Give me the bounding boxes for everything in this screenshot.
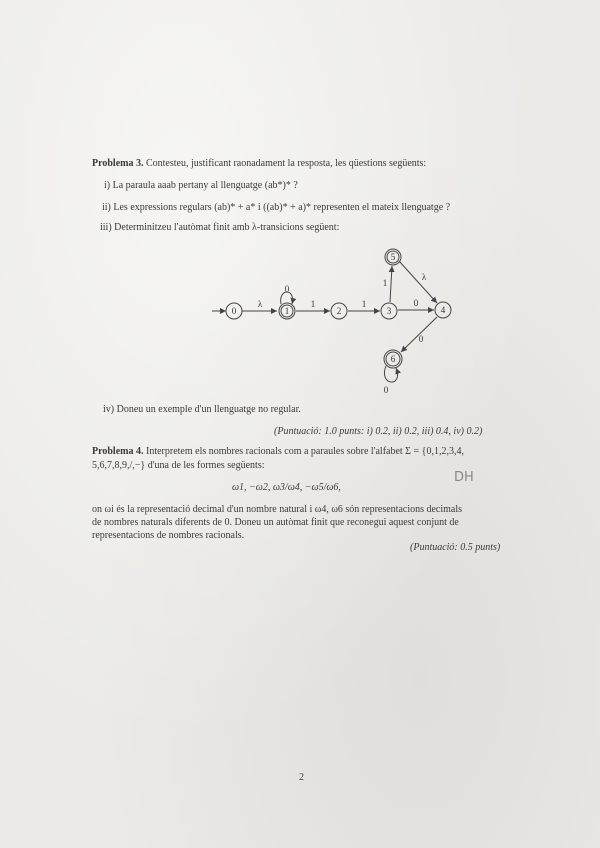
- state-1-label: 1: [284, 306, 290, 316]
- edge-4-6-label: 0: [418, 334, 424, 344]
- problem3-item-ii: ii) Les expressions regulars (ab)* + a* i ((ab)* + a)* representen el mateix llenguatge ?: [102, 202, 451, 213]
- problem4-line4: de nombres naturals diferents de 0. Doneu un autòmat finit que reconegui aquest conjunt de: [92, 517, 459, 528]
- edge-3-4-label: 0: [413, 298, 419, 308]
- problem3-item-iii: iii) Determinitzeu l'autòmat finit amb λ-transicions següent:: [100, 222, 340, 233]
- problem4-line5: representacions de nombres racionals.: [92, 530, 245, 541]
- edge-5-4: [399, 261, 437, 303]
- problem3-intro: Contesteu, justificant raonadament la resposta, les qüestions següents:: [145, 158, 427, 169]
- state-5-label: 5: [390, 252, 396, 262]
- problem4-score: (Puntuació: 0.5 punts): [410, 542, 501, 553]
- state-6-label: 6: [390, 354, 396, 364]
- edge-3-5-label: 1: [382, 278, 388, 288]
- problem4-forms: ω1, −ω2, ω3/ω4, −ω5/ω6,: [232, 482, 341, 493]
- edge-6-6: [384, 366, 397, 382]
- state-2-label: 2: [336, 306, 342, 316]
- state-0-label: 0: [231, 306, 237, 316]
- edge-6-6-label: 0: [383, 385, 389, 395]
- edge-3-5: [390, 266, 392, 302]
- handwritten-annotation: DH: [454, 470, 474, 485]
- problem3-item-iv: iv) Doneu un exemple d'un llenguatge no regular.: [103, 404, 301, 415]
- edge-1-2-label: 1: [310, 299, 316, 309]
- problem4-line3: on ωi és la representació decimal d'un nombre natural i ω4, ω6 són representacions decimals: [92, 504, 463, 515]
- edge-2-3-label: 1: [361, 299, 367, 309]
- state-4-label: 4: [440, 305, 446, 315]
- page-number: 2: [299, 772, 304, 783]
- state-3-label: 3: [386, 306, 392, 316]
- edge-1-1-label: 0: [284, 284, 290, 294]
- problem4-line2: 5,6,7,8,9,/,−} d'una de les formes següents:: [92, 460, 265, 471]
- problem3-item-i: i) La paraula aaab pertany al llenguatge (ab*)* ?: [104, 180, 298, 191]
- problem4-heading: Problema 4.: [92, 446, 144, 457]
- problem3-score: (Puntuació: 1.0 punts: i) 0.2, ii) 0.2, iii) 0.4, iv) 0.2): [274, 426, 483, 437]
- problem4-text-line1: Interpretem els nombres racionals com a paraules sobre l'alfabet Σ = {0,1,2,3,4,: [145, 446, 464, 457]
- problem4-line1: [92, 446, 464, 458]
- edge-0-1-label: λ: [257, 299, 263, 309]
- problem3-heading: Problema 3.: [92, 158, 144, 169]
- edge-5-4-label: λ: [421, 272, 427, 282]
